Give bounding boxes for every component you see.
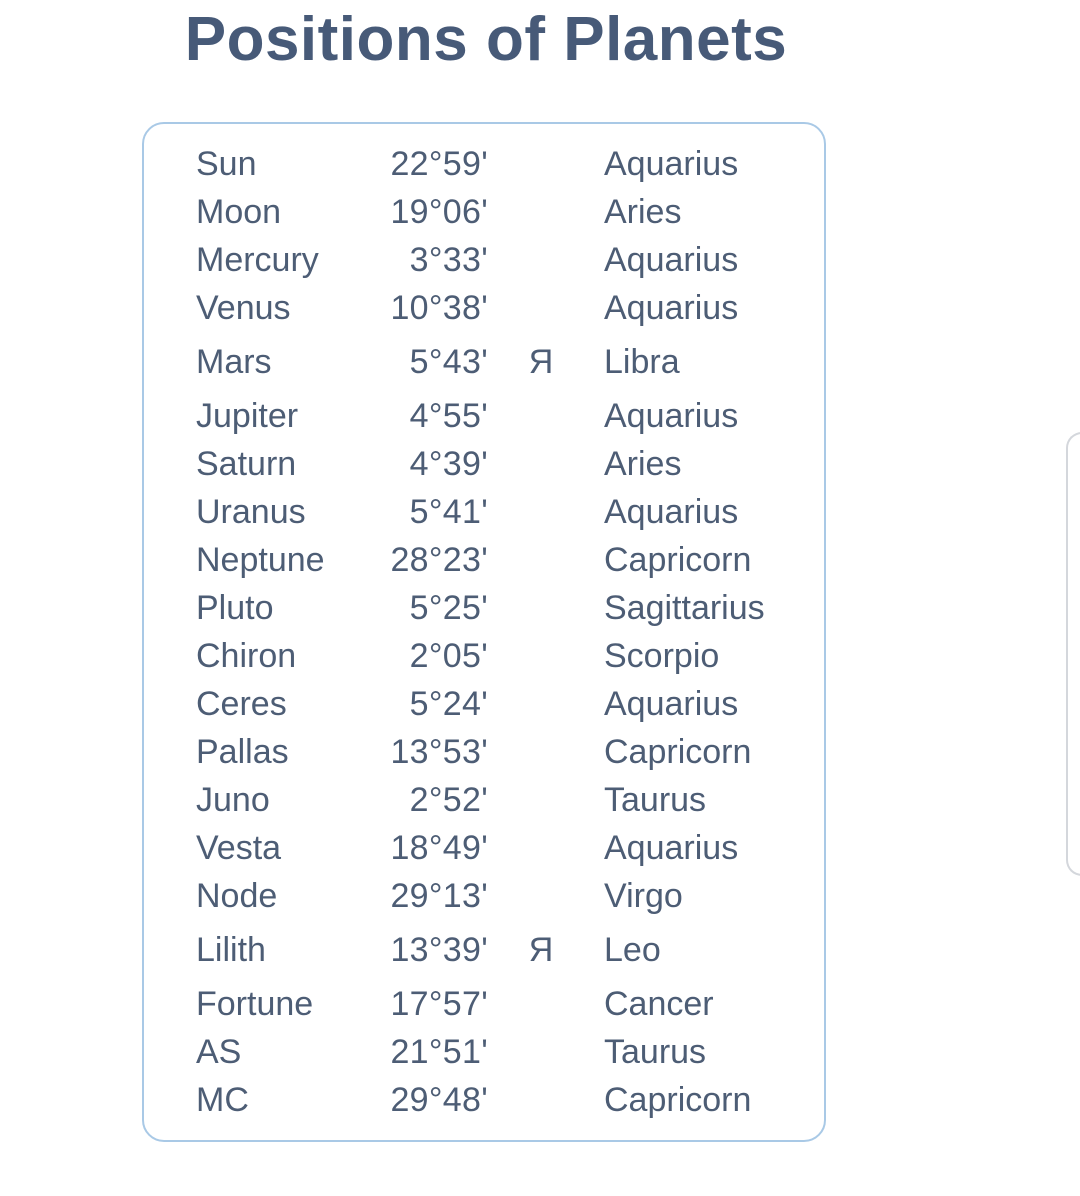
planet-name: Sun xyxy=(196,145,257,183)
zodiac-sign: Taurus xyxy=(604,781,707,819)
planet-degree: 18°49' xyxy=(390,829,488,867)
table-row xyxy=(0,488,1080,536)
planet-degree: 4°55' xyxy=(409,397,488,435)
table-row xyxy=(0,680,1080,728)
zodiac-sign: Scorpio xyxy=(604,637,720,675)
table-row xyxy=(0,392,1080,440)
planet-name: Pluto xyxy=(196,589,274,627)
planet-degree: 21°51' xyxy=(390,1033,488,1071)
planet-degree: 2°05' xyxy=(409,637,488,675)
planet-name: Venus xyxy=(196,289,291,327)
table-row xyxy=(0,920,1080,980)
page-title: Positions of Planets xyxy=(184,5,788,74)
planet-name: Vesta xyxy=(196,829,282,867)
table-row xyxy=(0,284,1080,332)
table-row xyxy=(0,188,1080,236)
planet-name: Uranus xyxy=(196,493,306,531)
planet-name: Fortune xyxy=(196,985,314,1023)
planet-degree: 3°33' xyxy=(409,241,488,279)
zodiac-sign: Libra xyxy=(604,343,680,381)
zodiac-sign: Aries xyxy=(604,445,682,483)
zodiac-sign: Aquarius xyxy=(604,397,739,435)
planet-degree: 2°52' xyxy=(409,781,488,819)
planet-name: AS xyxy=(196,1033,242,1071)
zodiac-sign: Capricorn xyxy=(604,733,752,771)
zodiac-sign: Sagittarius xyxy=(604,589,765,627)
zodiac-sign: Aquarius xyxy=(604,685,739,723)
table-row xyxy=(0,872,1080,920)
planet-degree: 5°41' xyxy=(409,493,488,531)
planet-degree: 17°57' xyxy=(390,985,488,1023)
zodiac-sign: Virgo xyxy=(604,877,683,915)
planet-degree: 5°24' xyxy=(409,685,488,723)
table-row xyxy=(0,824,1080,872)
table-row xyxy=(0,440,1080,488)
planet-name: Pallas xyxy=(196,733,289,771)
table-row xyxy=(0,728,1080,776)
planet-degree: 5°43' xyxy=(409,343,488,381)
planet-degree: 13°39' xyxy=(390,931,488,969)
table-row xyxy=(0,980,1080,1028)
zodiac-sign: Capricorn xyxy=(604,1081,752,1119)
table-row xyxy=(0,236,1080,284)
planet-degree: 22°59' xyxy=(390,145,488,183)
zodiac-sign: Cancer xyxy=(604,985,714,1023)
zodiac-sign: Aquarius xyxy=(604,493,739,531)
planet-name: Chiron xyxy=(196,637,297,675)
planet-degree: 13°53' xyxy=(390,733,488,771)
planet-name: MC xyxy=(196,1081,249,1119)
zodiac-sign: Aries xyxy=(604,193,682,231)
planet-degree: 29°13' xyxy=(390,877,488,915)
zodiac-sign: Aquarius xyxy=(604,145,739,183)
planet-degree: 5°25' xyxy=(409,589,488,627)
planet-name: Neptune xyxy=(196,541,325,579)
planet-name: Moon xyxy=(196,193,282,231)
table-row xyxy=(0,1028,1080,1076)
zodiac-sign: Leo xyxy=(604,931,661,969)
planet-name: Ceres xyxy=(196,685,287,723)
table-row xyxy=(0,140,1080,188)
planet-degree: 19°06' xyxy=(390,193,488,231)
table-row xyxy=(0,536,1080,584)
planet-name: Lilith xyxy=(196,931,266,969)
table-row xyxy=(0,584,1080,632)
planet-name: Mercury xyxy=(196,241,319,279)
planet-name: Juno xyxy=(196,781,270,819)
table-row xyxy=(0,1076,1080,1124)
planet-degree: 10°38' xyxy=(390,289,488,327)
table-row xyxy=(0,632,1080,680)
planet-degree: 4°39' xyxy=(409,445,488,483)
zodiac-sign: Aquarius xyxy=(604,829,739,867)
edge-panel-handle[interactable] xyxy=(1066,432,1080,876)
zodiac-sign: Taurus xyxy=(604,1033,707,1071)
table-row xyxy=(0,776,1080,824)
planet-name: Node xyxy=(196,877,278,915)
planet-degree: 29°48' xyxy=(390,1081,488,1119)
planet-name: Saturn xyxy=(196,445,297,483)
planet-name: Jupiter xyxy=(196,397,299,435)
table-row xyxy=(0,332,1080,392)
retrograde-marker: Я xyxy=(528,931,554,969)
retrograde-marker: Я xyxy=(528,343,554,381)
positions-table xyxy=(0,140,1080,1124)
planet-name: Mars xyxy=(196,343,272,381)
zodiac-sign: Aquarius xyxy=(604,289,739,327)
zodiac-sign: Aquarius xyxy=(604,241,739,279)
zodiac-sign: Capricorn xyxy=(604,541,752,579)
planet-degree: 28°23' xyxy=(390,541,488,579)
